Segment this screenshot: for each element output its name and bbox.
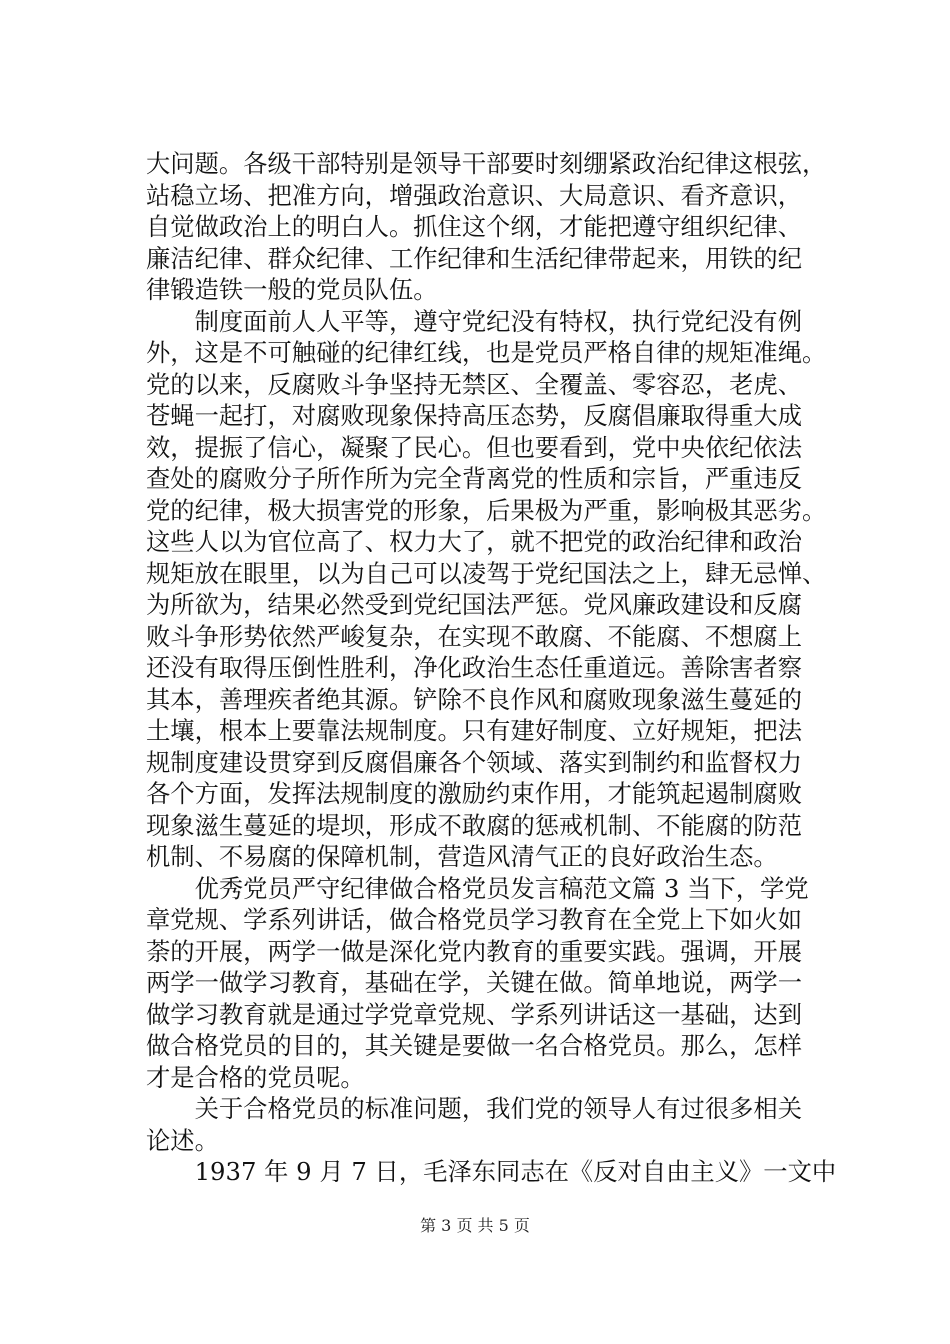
text-line: 其本，善理疾者绝其源。铲除不良作风和腐败现象滋生蔓延的 <box>146 684 803 714</box>
text-line: 这些人以为官位高了、权力大了，就不把党的政治纪律和政治 <box>146 527 803 556</box>
document-body <box>146 148 836 1188</box>
text-line: 做学习教育就是通过学党章党规、学系列讲话这一基础，达到 <box>146 999 803 1029</box>
text-line: 苍蝇一起打，对腐败现象保持高压态势，反腐倡廉取得重大成 <box>146 401 803 430</box>
text-line: 荼的开展，两学一做是深化党内教育的重要实践。强调，开展 <box>146 936 803 966</box>
text-line: 两学一做学习教育，基础在学，关键在做。简单地说，两学一 <box>146 968 803 997</box>
text-line: 大问题。各级干部特别是领导干部要时刻绷紧政治纪律这根弦， <box>146 149 827 178</box>
text-line: 站稳立场、把准方向，增强政治意识、大局意识、看齐意识， <box>146 180 803 210</box>
page-number-footer: 第 3 页 共 5 页 <box>420 1216 530 1235</box>
text-line: 土壤，根本上要靠法规制度。只有建好制度、立好规矩，把法 <box>146 716 803 745</box>
text-line: 党的纪律，极大损害党的形象，后果极为严重，影响极其恶劣。 <box>146 495 827 525</box>
text-line: 还没有取得压倒性胜利，净化政治生态任重道远。善除害者察 <box>146 653 803 682</box>
text-line: 规制度建设贯穿到反腐倡廉各个领域、落实到制约和监督权力 <box>146 747 803 777</box>
text-line: 1937 年 9 月 7 日，毛泽东同志在《反对自由主义》一文中 <box>146 1157 837 1186</box>
text-line: 查处的腐败分子所作所为完全背离党的性质和宗旨，严重违反 <box>146 464 803 493</box>
text-line: 效，提振了信心，凝聚了民心。但也要看到，党中央依纪依法 <box>146 432 803 462</box>
text-line: 为所欲为，结果必然受到党纪国法严惩。党风廉政建设和反腐 <box>146 590 803 619</box>
text-line: 才是合格的党员呢。 <box>146 1062 365 1092</box>
text-line: 各个方面，发挥法规制度的激励约束作用，才能筑起遏制腐败 <box>146 779 803 808</box>
text-line: 自觉做政治上的明白人。抓住这个纲，才能把遵守组织纪律、 <box>146 212 803 241</box>
text-line: 败斗争形势依然严峻复杂，在实现不敢腐、不能腐、不想腐上 <box>146 621 803 651</box>
text-line: 律锻造铁一般的党员队伍。 <box>146 275 438 304</box>
text-line: 做合格党员的目的，其关键是要做一名合格党员。那么，怎样 <box>146 1031 803 1060</box>
text-line: 制度面前人人平等，遵守党纪没有特权，执行党纪没有例 <box>146 306 803 336</box>
text-line: 外，这是不可触碰的纪律红线，也是党员严格自律的规矩准绳。 <box>146 338 827 367</box>
text-line: 廉洁纪律、群众纪律、工作纪律和生活纪律带起来，用铁的纪 <box>146 243 803 273</box>
text-line: 机制、不易腐的保障机制，营造风清气正的良好政治生态。 <box>146 842 778 871</box>
text-line: 规矩放在眼里，以为自己可以凌驾于党纪国法之上，肆无忌惮、 <box>146 558 827 588</box>
text-line: 优秀党员严守纪律做合格党员发言稿范文篇 3 当下，学党 <box>146 873 809 903</box>
text-line: 论述。 <box>146 1125 219 1155</box>
text-line: 章党规、学系列讲话，做合格党员学习教育在全党上下如火如 <box>146 905 803 934</box>
text-line: 现象滋生蔓延的堤坝，形成不敢腐的惩戒机制、不能腐的防范 <box>146 810 803 840</box>
text-line: 关于合格党员的标准问题，我们党的领导人有过很多相关 <box>146 1094 803 1123</box>
text-line: 党的以来，反腐败斗争坚持无禁区、全覆盖、零容忍，老虎、 <box>146 369 803 399</box>
